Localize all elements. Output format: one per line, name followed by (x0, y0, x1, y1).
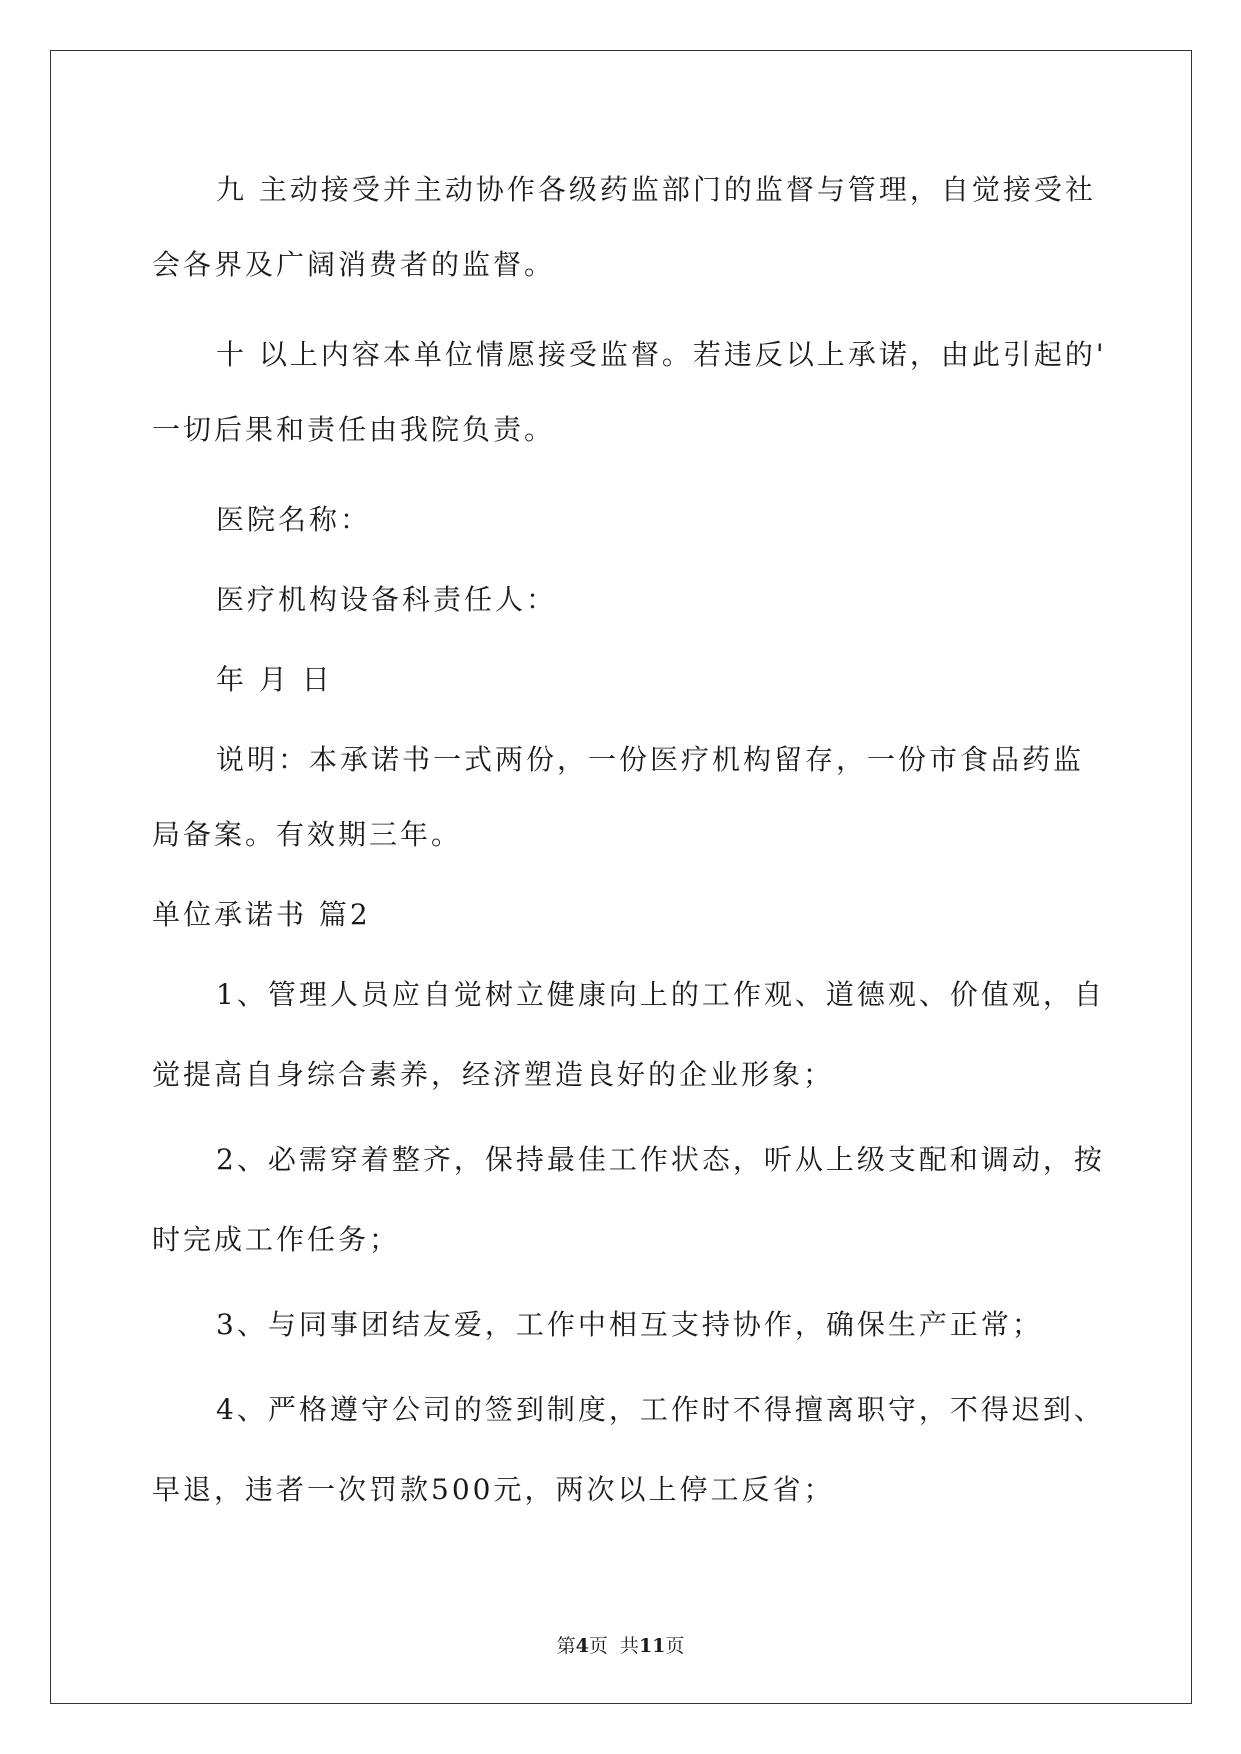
footer-middle: 页 共 (588, 1635, 639, 1657)
paragraph-10-line-2: 一切后果和责任由我院负责。 (152, 413, 556, 446)
footer-page-number: 4 (575, 1635, 589, 1657)
note-line-1: 说明：本承诺书一式两份，一份医疗机构留存，一份市食品药监 (216, 743, 1085, 776)
note-line-2: 局备案。有效期三年。 (152, 818, 463, 851)
footer-prefix: 第 (556, 1635, 576, 1657)
hospital-name-field: 医院名称： (216, 503, 372, 536)
page-footer (0, 1634, 1241, 1658)
item-1-line-1: 1、管理人员应自觉树立健康向上的工作观、道德观、价值观，自 (216, 978, 1105, 1011)
responsible-person-field: 医疗机构设备科责任人： (216, 583, 558, 616)
item-2-line-2: 时完成工作任务； (152, 1223, 401, 1256)
item-2-line-1: 2、必需穿着整齐，保持最佳工作状态，听从上级支配和调动，按 (216, 1143, 1105, 1176)
paragraph-9-line-2: 会各界及广阔消费者的监督。 (152, 248, 556, 281)
item-4-line-1: 4、严格遵守公司的签到制度，工作时不得擅离职守，不得迟到、 (216, 1393, 1105, 1426)
date-field: 年 月 日 (216, 663, 333, 696)
footer-suffix: 页 (665, 1635, 685, 1657)
page-border (50, 50, 1192, 1704)
item-3-line-1: 3、与同事团结友爱，工作中相互支持协作，确保生产正常； (216, 1308, 1043, 1341)
paragraph-10-line-1: 十 以上内容本单位情愿接受监督。若违反以上承诺，由此引起的' (216, 338, 1107, 371)
section-heading: 单位承诺书 篇2 (152, 898, 371, 931)
footer-total-pages: 11 (638, 1635, 666, 1657)
item-1-line-2: 觉提高自身综合素养，经济塑造良好的企业形象； (152, 1058, 835, 1091)
item-4-line-2: 早退，违者一次罚款500元，两次以上停工反省； (152, 1473, 835, 1506)
paragraph-9-line-1: 九 主动接受并主动协作各级药监部门的监督与管理，自觉接受社 (216, 173, 1096, 206)
